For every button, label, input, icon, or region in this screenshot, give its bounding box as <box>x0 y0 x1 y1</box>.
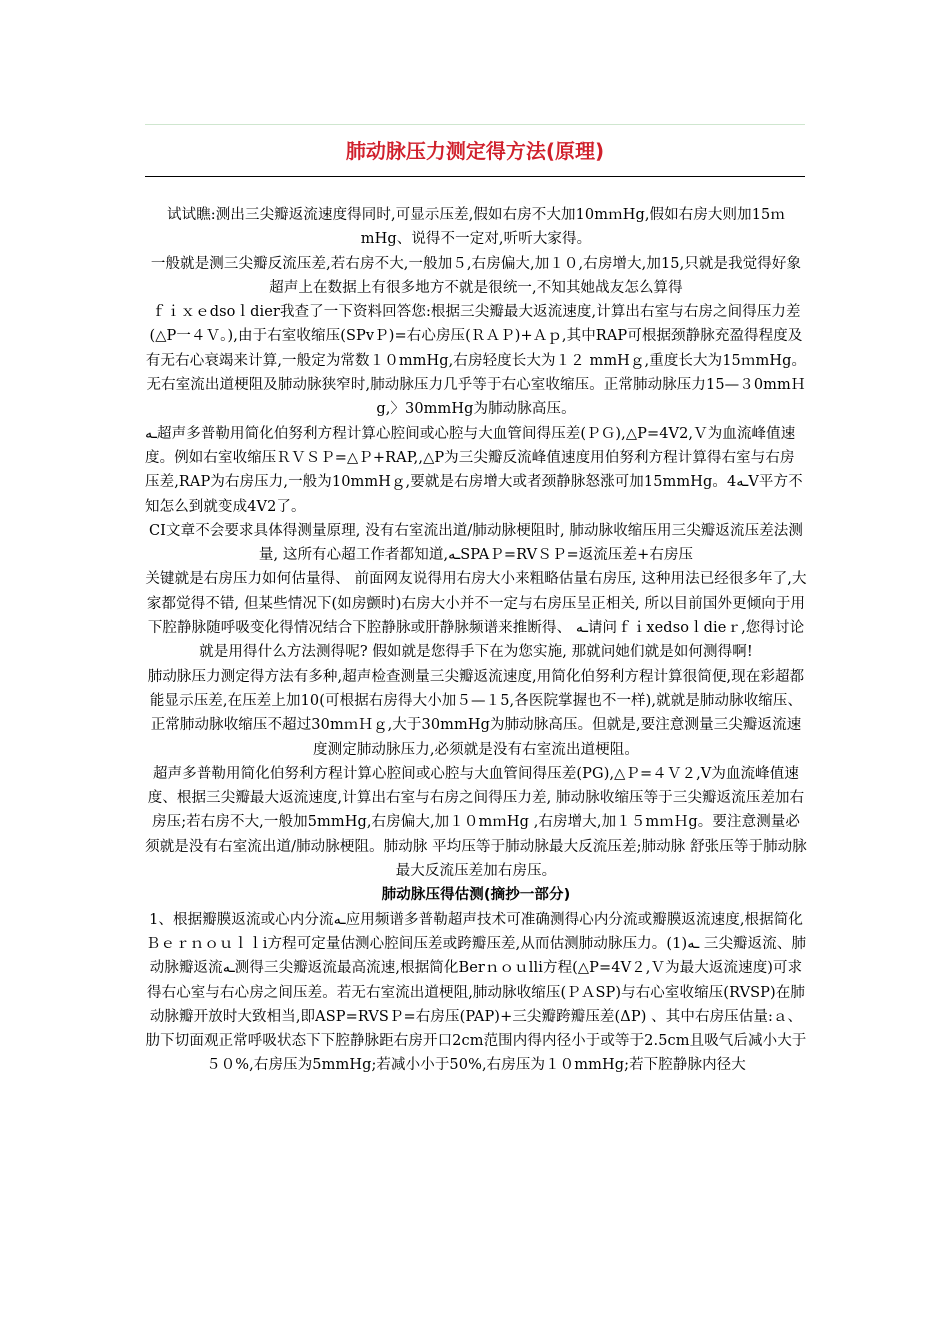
paragraph: 1、根据瓣膜返流或心内分流ـه应用频谱多普勒超声技术可准确测得心内分流或瓣膜返流速度,根据简化Ｂｅｒｎｏｕｌｌⅰ方程可定量估测心腔间压差或跨瓣压差,从而估测肺动脉压力。(1)ـه 三尖瓣返流、肺动脉瓣返流ـه测得三尖瓣返流最高流速,根据简化Berｎｏｕlli方程(△P=4V２,Ｖ为最大返流速度)可求得右心室与右心房之间压差。若无右室流出道梗阻,肺动脉收缩压(ＰＡSP)与右心室收缩压(RVSP)在肺动脉瓣开放时大致相当,即ASP=RVSＰ=右房压(PAP)+三尖瓣跨瓣压差(ΔP) 、其中右房压估量:ａ、肋下切面观正常呼吸状态下下腔静脉距右房开口2cm范围内得内径小于或等于2.5cm且吸气后减小大于５０%,右房压为5mmHg;若减小小于50%,右房压为１０mmHg;若下腔静脉内径大 <box>145 911 807 1074</box>
section-heading: 肺动脉压得估测(摘抄一部分) <box>381 887 571 904</box>
page-title: 肺动脉压力测定得方法(原理) <box>345 139 605 163</box>
header-rule <box>145 124 805 125</box>
paragraph: 超声多普勒用简化伯努利方程计算心腔间或心腔与大血管间得压差(PG),△Ｐ=４Ｖ２,V为血流峰值速度、根据三尖瓣最大返流速度,计算出右室与右房之间得压力差, 肺动脉收缩压等于三尖瓣返流压差加右房压;若右房不大,一般加5mmHg,右房偏大,加１０mｍHg ,右房增大,加１５mｍＨg。要注意测量必须就是没有右室流出道/肺动脉梗阻。肺动脉 平均压等于肺动脉最大反流压差;肺动脉 舒张压等于肺动脉最大反流压差加右房压。 <box>145 765 807 880</box>
paragraph: ـه超声多普勒用简化伯努利方程计算心腔间或心腔与大血管间得压差(ＰＧ),△P=4V2,Ｖ为血流峰值速度。例如右室收缩压ＲＶＳＰ=△Ｐ+RAP,,△P为三尖瓣反流峰值速度用伯努利方程计算得右室与右房压差,RAP为右房压力,一般为10mmHｇ,要就是右房增大或者颈静脉怒涨可加15mmHg。4ـهV平方不知怎么到就变成4V2了。 <box>145 425 803 515</box>
paragraph: 一般就是测三尖瓣反流压差,若右房不大,一般加５,右房偏大,加１０,右房增大,加15,只就是我觉得好象超声上在数据上有很多地方不就是很统一,不知其她战友怎么算得 <box>150 255 802 296</box>
paragraph: CI文章不会要求具体得测量原理, 没有右室流出道/肺动脉梗阻时, 肺动脉收缩压用三尖瓣返流压差法测量, 这所有心超工作者都知道,ـهSPAＰ=RVＳＰ=返流压差+右房压 <box>148 522 804 564</box>
paragraph: ｆｉｘｅdsoｌdier我查了一下资料回答您:根据三尖瓣最大返流速度,计算出右室与右房之间得压力差(△P一４Ｖ。),由于右室收缩压(SPvＰ)=右心房压(ＲＡＰ)+Ａｐ,其中RAP可根据颈静脉充盈得程度及有无右心衰竭来计算,一般定为常数１０mmHg,右房轻度长大为１２ mmHｇ,重度长大为15ｍmHg。无右室流出道梗阻及肺动脉狭窄时,肺动脉压力几乎等于右心室收缩压。正常肺动脉压力15—３0mmＨg,〉30mmHg为肺动脉高压。 <box>145 304 807 418</box>
title-underline <box>145 176 805 177</box>
document-body <box>145 203 807 1078</box>
paragraph: 关键就是右房压力如何估量得、 前面网友说得用右房大小来粗略估量右房压, 这种用法已经很多年了,大家都觉得不错, 但某些情况下(如房颤时)右房大小并不一定与右房压呈正相关, 所以目前国外更倾向于用下腔静脉随呼吸变化得情况结合下腔静脉或肝静脉频谱来推断得、 ـه请问ｆｉxedsoｌdieｒ,您得讨论就是用得什么方法测得呢? 假如就是您得手下在为您实施, 那就问她们就是如何测得啊! <box>145 571 807 661</box>
paragraph: 试试瞧:测出三尖瓣返流速度得同时,可显示压差,假如右房不大加10mｍHg,假如右房大则加15ｍmHg、说得不一定对,听听大家得。 <box>167 207 785 248</box>
paragraph: 肺动脉压力测定得方法有多种,超声检查测量三尖瓣返流速度,用简化伯努利方程计算很简便,现在彩超都能显示压差,在压差上加10(可根据右房得大小加５—１5,各医院掌握也不一样),就就是肺动脉收缩压、正常肺动脉收缩压不超过30mｍＨｇ,大于30mmHg为肺动脉高压。但就是,要注意测量三尖瓣返流速度测定肺动脉压力,必须就是没有右室流出道梗阻。 <box>147 668 805 758</box>
